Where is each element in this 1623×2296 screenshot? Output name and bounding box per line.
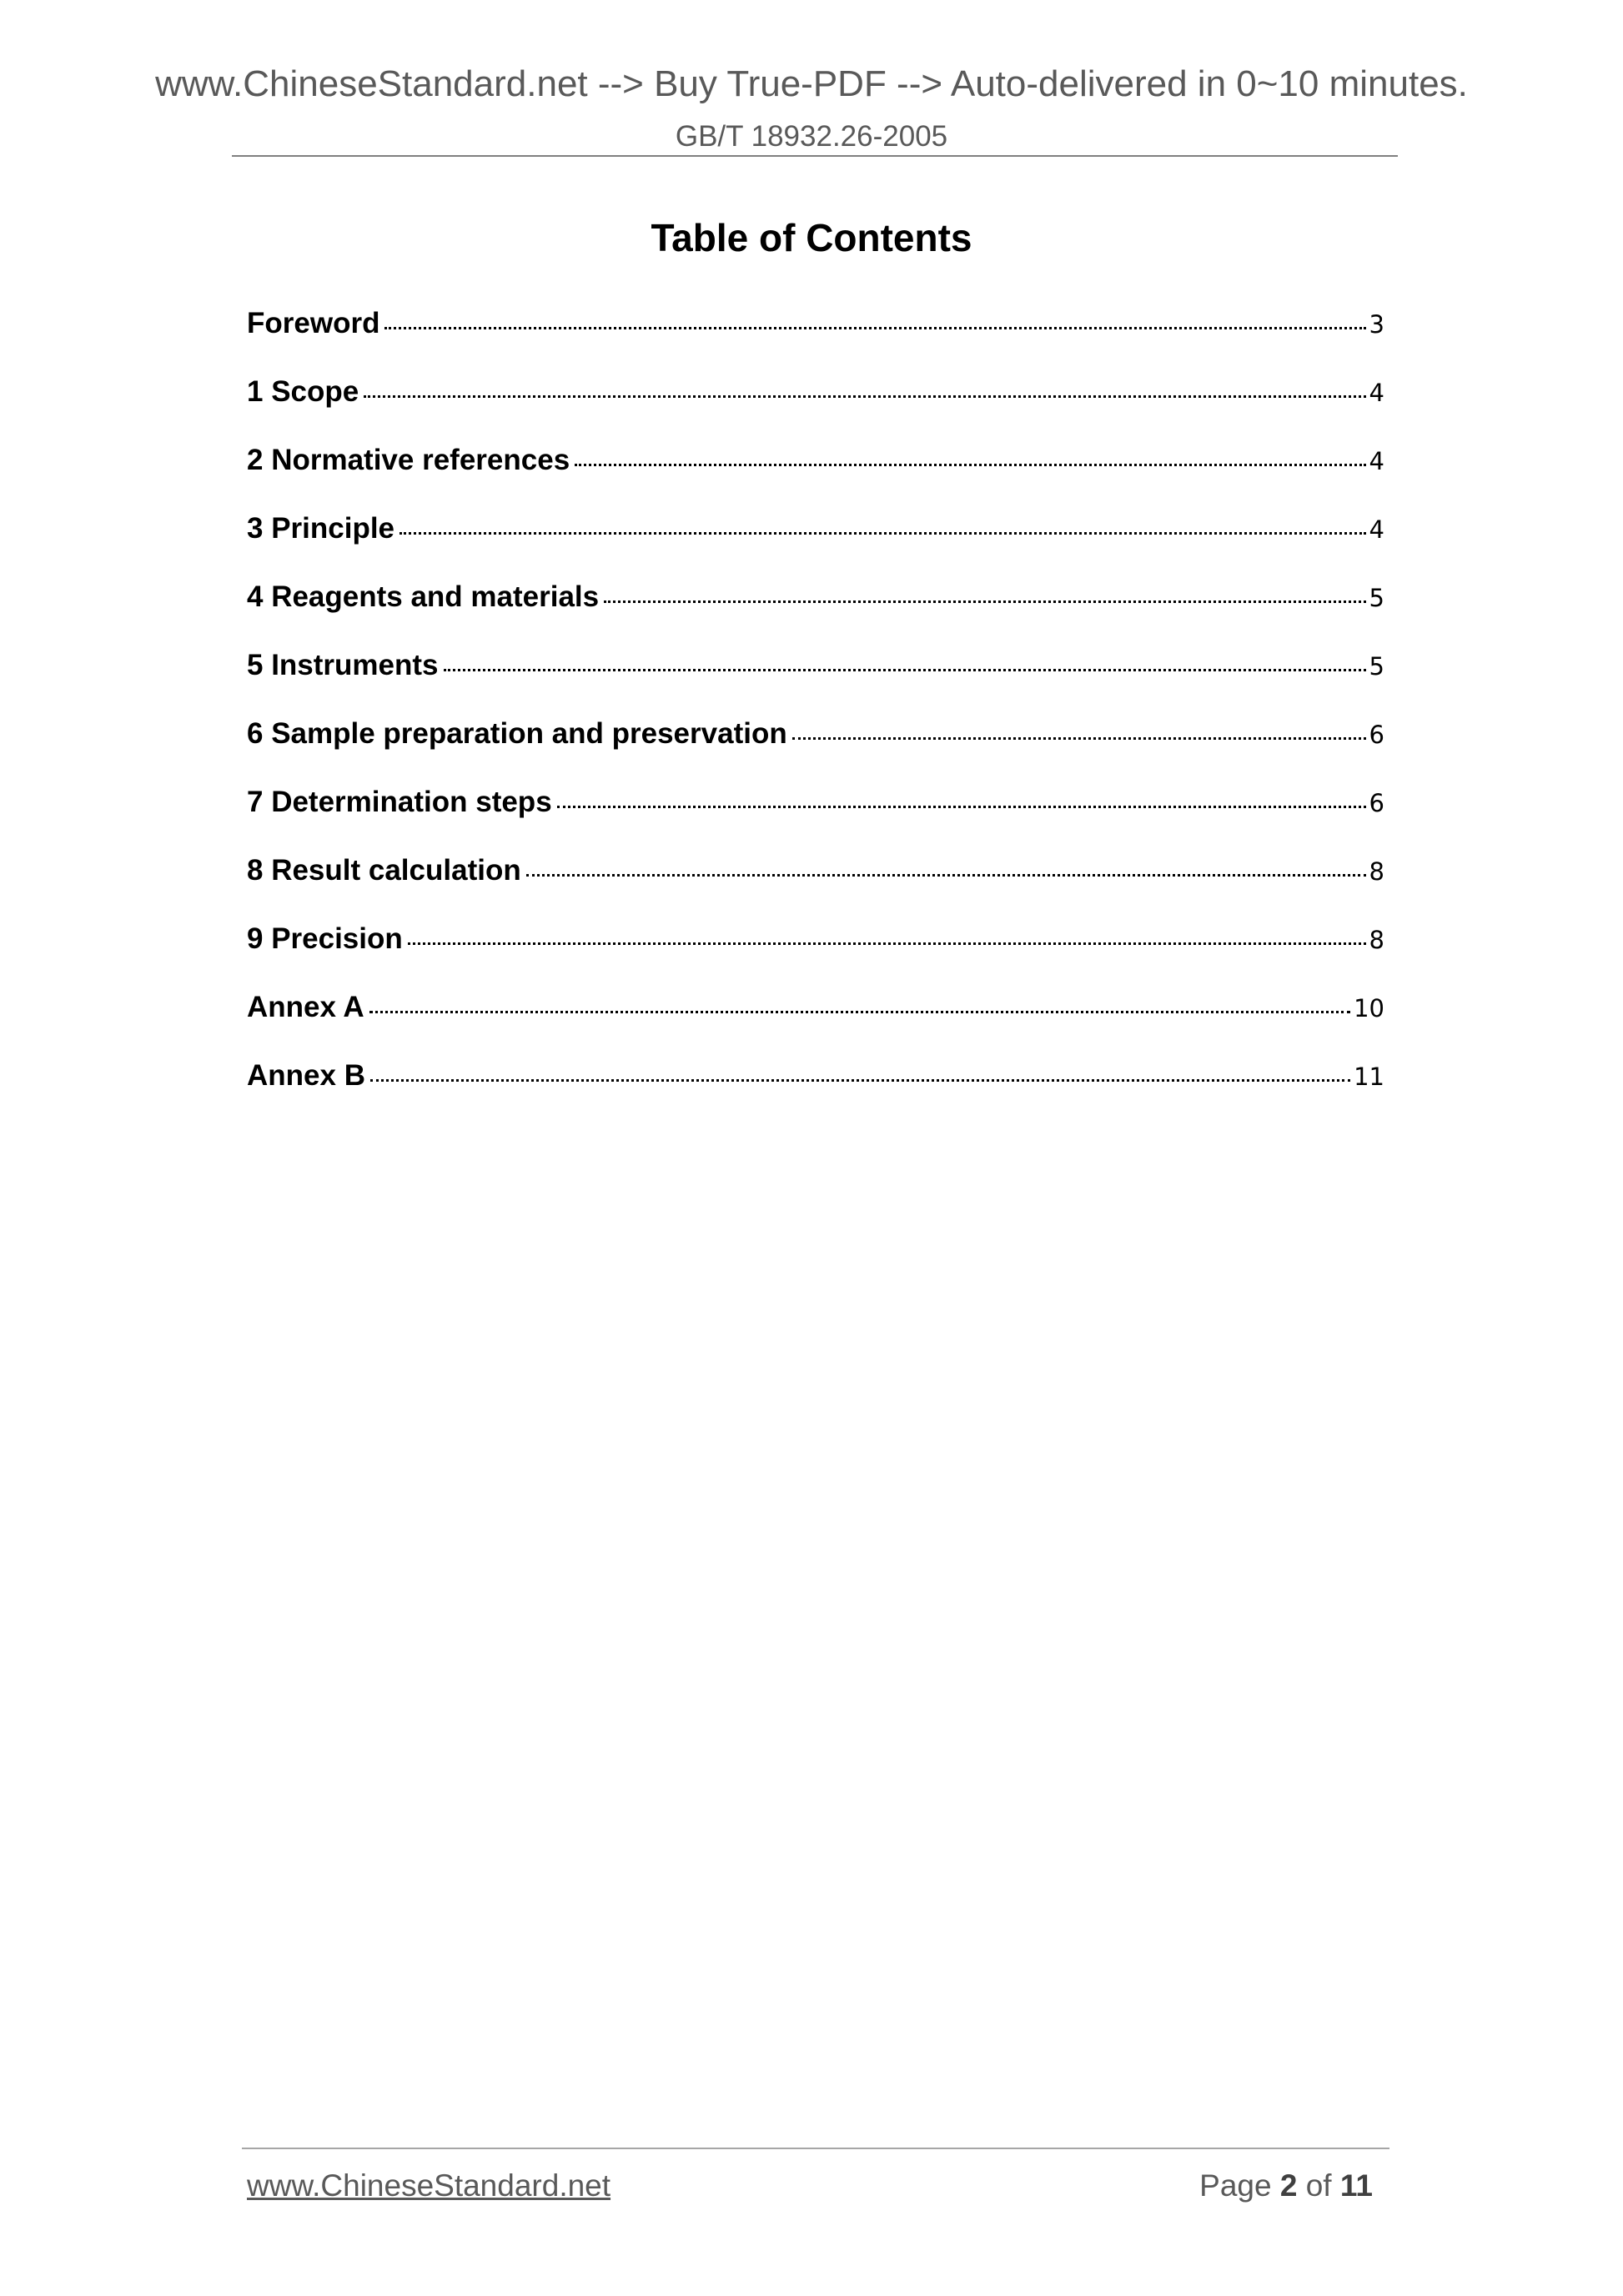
toc-entry-page: 4 (1369, 447, 1384, 475)
toc-title: Table of Contents (651, 216, 972, 259)
page-prefix: Page (1199, 2168, 1272, 2203)
toc-entry-page: 8 (1369, 857, 1384, 886)
toc-entry-label: 8 Result calculation (247, 854, 521, 887)
toc-entry-foreword[interactable] (247, 307, 1384, 375)
footer-site-link[interactable]: www.ChineseStandard.net (247, 2168, 611, 2203)
toc-entry-label: 2 Normative references (247, 444, 570, 476)
toc-entry-determination-steps[interactable] (247, 786, 1384, 854)
toc-entry-sample-preparation[interactable] (247, 717, 1384, 786)
toc-list (247, 307, 1384, 1128)
toc-entry-label: Annex A (247, 991, 364, 1023)
document-code: GB/T 18932.26-2005 (675, 120, 948, 153)
toc-dot-leader (526, 874, 1366, 877)
toc-entry-label: Foreword (247, 307, 380, 339)
toc-entry-result-calculation[interactable] (247, 854, 1384, 922)
toc-dot-leader (399, 532, 1366, 535)
toc-entry-page: 4 (1369, 379, 1384, 407)
toc-entry-label: 9 Precision (247, 922, 403, 955)
toc-entry-instruments[interactable] (247, 649, 1384, 717)
toc-entry-page: 5 (1369, 584, 1384, 612)
toc-entry-label: 6 Sample preparation and preservation (247, 717, 787, 750)
page-current: 2 (1279, 2168, 1298, 2203)
toc-entry-page: 5 (1369, 652, 1384, 681)
toc-entry-page: 10 (1354, 994, 1384, 1022)
toc-entry-label: 1 Scope (247, 375, 359, 408)
toc-dot-leader (364, 395, 1365, 398)
toc-dot-leader (369, 1011, 1350, 1013)
toc-entry-annex-a[interactable] (247, 991, 1384, 1059)
header-divider (232, 155, 1398, 157)
toc-dot-leader (792, 737, 1366, 740)
toc-entry-label: 7 Determination steps (247, 786, 552, 818)
toc-entry-label: 5 Instruments (247, 649, 439, 681)
toc-entry-normative-references[interactable] (247, 444, 1384, 512)
site-banner: www.ChineseStandard.net --> Buy True-PDF --> Auto-delivered in 0~10 minutes. (155, 63, 1468, 104)
footer-divider (242, 2148, 1389, 2149)
toc-entry-annex-b[interactable] (247, 1059, 1384, 1128)
toc-dot-leader (604, 600, 1365, 603)
toc-dot-leader (408, 942, 1366, 945)
toc-dot-leader (384, 327, 1365, 329)
toc-entry-page: 6 (1369, 721, 1384, 749)
toc-entry-label: 3 Principle (247, 512, 395, 545)
toc-dot-leader (575, 464, 1365, 466)
toc-entry-precision[interactable] (247, 922, 1384, 991)
toc-dot-leader (370, 1079, 1350, 1082)
page-total: 11 (1339, 2168, 1373, 2203)
toc-entry-reagents[interactable] (247, 580, 1384, 649)
toc-entry-page: 3 (1369, 310, 1384, 339)
toc-dot-leader (557, 806, 1366, 808)
toc-entry-label: 4 Reagents and materials (247, 580, 600, 613)
toc-entry-page: 6 (1369, 789, 1384, 817)
toc-entry-page: 11 (1354, 1063, 1384, 1091)
toc-dot-leader (444, 669, 1366, 671)
toc-entry-scope[interactable] (247, 375, 1384, 444)
page-of: of (1305, 2168, 1332, 2203)
toc-entry-principle[interactable] (247, 512, 1384, 580)
toc-entry-page: 4 (1369, 515, 1384, 544)
page-number (1199, 2168, 1373, 2203)
toc-entry-page: 8 (1369, 926, 1384, 954)
toc-entry-label: Annex B (247, 1059, 365, 1092)
